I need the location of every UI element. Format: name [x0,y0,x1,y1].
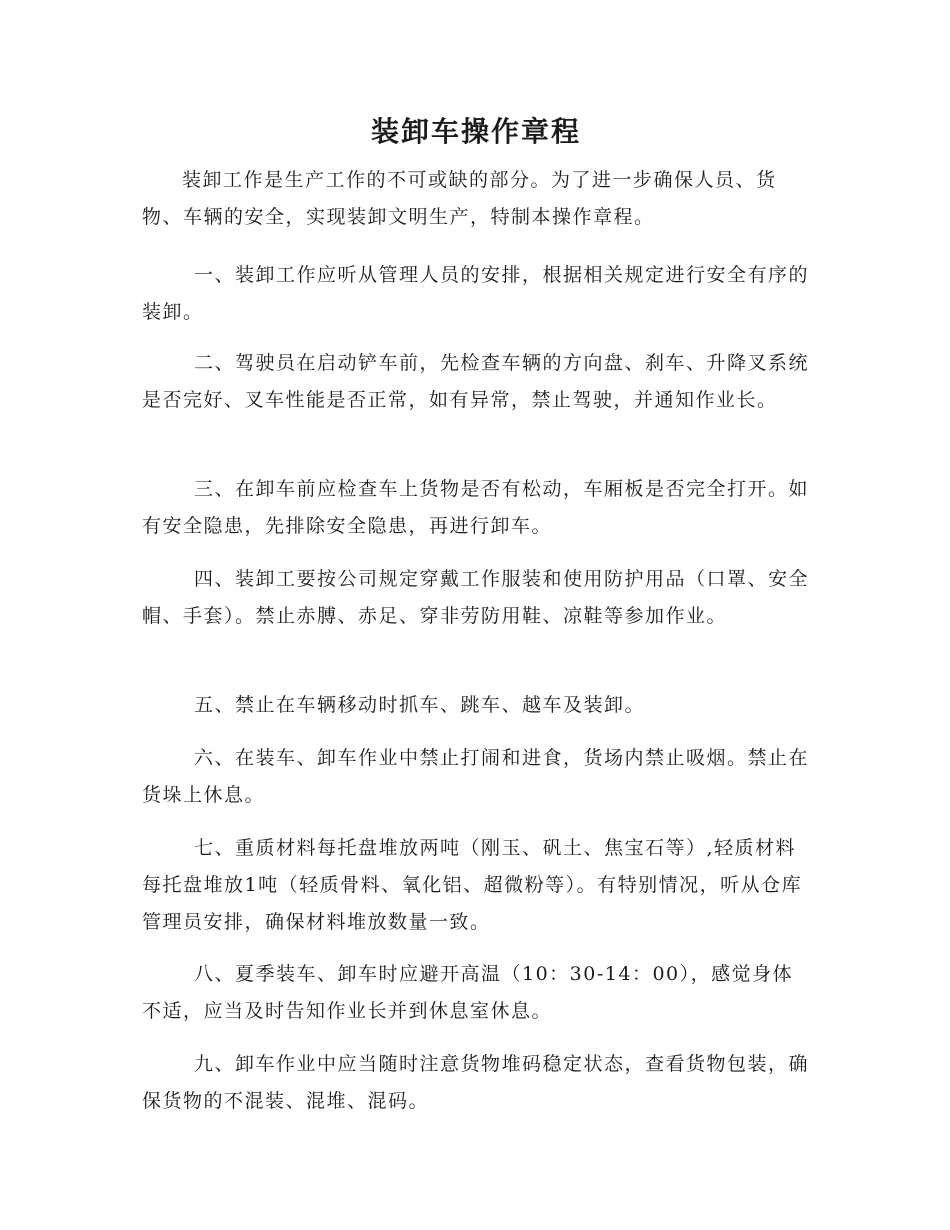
rule-item-4: 四、装卸工要按公司规定穿戴工作服装和使用防护用品（口罩、安全帽、手套）。禁止赤膊、赤足、穿非劳防用鞋、凉鞋等参加作业。 [142,568,810,627]
rule-item-9: 九、卸车作业中应当随时注意货物堆码稳定状态，查看货物包装，确保货物的不混装、混堆、混码。 [142,1053,810,1112]
rule-item-6: 六、在装车、卸车作业中禁止打闹和进食，货场内禁止吸烟。禁止在货垛上休息。 [142,747,810,806]
rule-item-1: 一、装卸工作应听从管理人员的安排，根据相关规定进行安全有序的装卸。 [142,264,810,323]
rule-item-5: 五、禁止在车辆移动时抓车、跳车、越车及装卸。 [194,694,646,716]
rule-item-3: 三、在卸车前应检查车上货物是否有松动，车厢板是否完全打开。如有安全隐患，先排除安全隐患，再进行卸车。 [142,478,810,537]
rule-item-7: 七、重质材料每托盘堆放两吨（刚玉、矾土、焦宝石等）,轻质材料每托盘堆放1吨（轻质骨料、氧化铝、超微粉等）。有特别情况，听从仓库管理员安排，确保材料堆放数量一致。 [142,837,803,933]
document-title: 装卸车操作章程 [370,115,581,148]
rule-item-8: 八、夏季装车、卸车时应避开高温（10：30-14：00），感觉身体不适，应当及时告知作业长并到休息室休息。 [142,963,794,1022]
intro-paragraph: 装卸工作是生产工作的不可或缺的部分。为了进一步确保人员、货物、车辆的安全，实现装卸文明生产，特制本操作章程。 [142,169,777,228]
rule-item-2: 二、驾驶员在启动铲车前，先检查车辆的方向盘、刹车、升降叉系统是否完好、叉车性能是否正常，如有异常，禁止驾驶，并通知作业长。 [142,352,810,411]
